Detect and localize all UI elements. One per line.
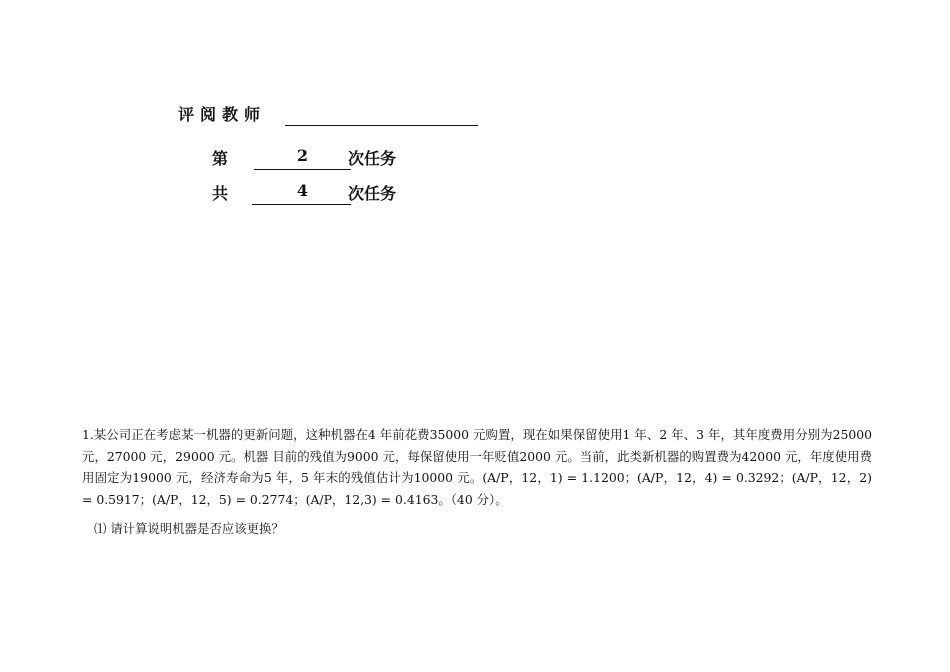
task-total-number: 4 — [296, 181, 309, 200]
grader-signature-line — [285, 125, 478, 126]
task-current-suffix: 次任务 — [348, 149, 397, 168]
grader-label: 评阅教师 — [178, 105, 267, 124]
task-current-number: 2 — [296, 146, 309, 165]
task-total-prefix: 共 — [212, 184, 229, 203]
sub-question-text: ⑴ 请计算说明机器是否应该更换？ — [94, 521, 284, 536]
task-current-prefix: 第 — [212, 149, 229, 168]
task-total-suffix: 次任务 — [348, 184, 397, 203]
task-current-underline — [254, 169, 351, 170]
question-text: 1.某公司正在考虑某一机器的更新问题，这种机器在4 年前花费35000 元购置，现在如果保留使用1 年、2 年、3 年，其年度费用分别为25000 元，27000 元，29000 元。机器 目前的残值为9000 元，每保留使用一年贬值2000 元。当前，此类新机器的购置费为42000 元，年度使用费用固定为19000 元，经济寿命为5 年，5 年末的残值估计为10000 元。(A/P，12，1) = 1.1200；(A/P，12，4) = 0.3292；(A/P，12，2) = 0.5917；(A/P，12，5) = 0.2774；(A/P，12,3) = 0.4163。（40 分）。 — [82, 427, 872, 507]
task-total-underline — [252, 204, 351, 205]
